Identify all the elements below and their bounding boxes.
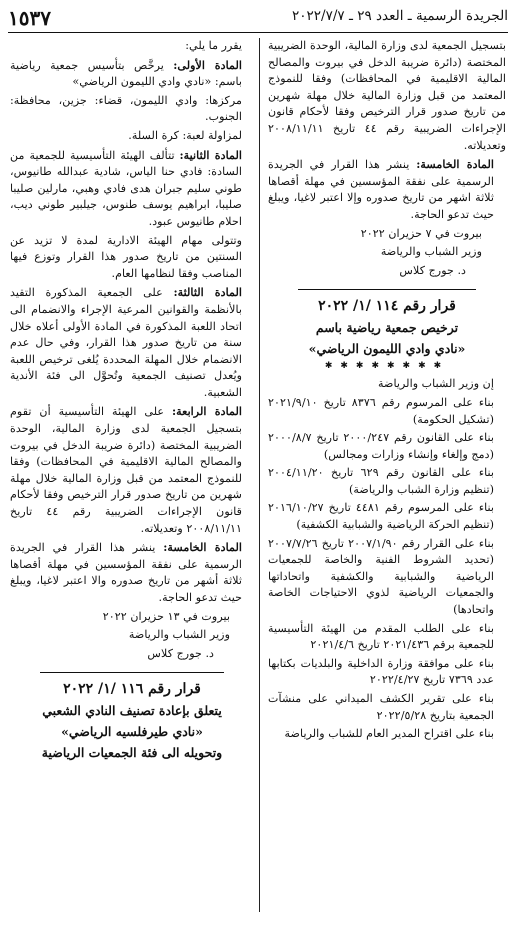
article-label: المادة الأولى: — [173, 57, 242, 72]
minister-name: د. جورج كلاس — [147, 646, 214, 660]
decision-subtitle-name: «نادي وادي الليمون الرياضي» — [308, 341, 466, 357]
decision-subtitle-name: «نادي طيرفلسيه الرياضي» — [61, 724, 203, 740]
article-2 — [10, 147, 254, 231]
article-text: تتألف الهيئة التأسيسية للجمعية من السادة: فادي حنا الياس، شادية عبدالله طانيوس، طوني سليم جبران هدى فادي وهبي، مارلين صليبا صليبا، ابراهيم يوسف طنوس، جيلبير طوني ديب، احلام طانيوس عبود. — [10, 148, 242, 228]
intro-line: إن وزير الشباب والرياضة — [377, 377, 494, 391]
article-text: على الهيئة التأسيسية أن تقوم بتسجيل الجمعية لدى وزارة المالية، الوحدة الضريبية المختصة (دائرة ضريبة الدخل في بيروت والمصالح المالية الاقليمية في المحافظات) وفقا للنموذج المعتمد من قبل وزارة المالية خلال مهلة شهرين من تاريخ صدور قرار الترخيص وفقا لأحكام قانون الإجراءات الضريبية رقم ٤٤ تاريخ ٢٠٠٨/١١/١١ وتعديلاته. — [10, 405, 242, 535]
article-label: المادة الخامسة: — [163, 540, 242, 555]
headquarters: مركزها: وادي الليمون، قضاء: جزين، محافظة: الجنوب. — [10, 93, 242, 124]
article-text: يرخَّص بتأسيس جمعية رياضية باسم: «نادي وادي الليمون الرياضي» — [10, 58, 242, 89]
recital: بناء على القرار رقم ٢٠٠٧/١/٩٠ تاريخ ٢٠٠٧/٧/٢٦ (تحديد الشروط الفنية والخاصة للجمعيات الرياضية والشبابية والكشفية واتحاداتها والجمعيات الرياضية لذوي الاحتياجات الخاصة واتحادها) — [268, 536, 494, 617]
recital: بناء على تقرير الكشف الميداني على منشآت الجمعية بتاريخ ٢٠٢٢/٥/٢٨ — [268, 692, 494, 722]
article-1 — [10, 57, 254, 91]
ornament: ✱✱✱✱✱✱✱✱ — [324, 361, 450, 372]
section-separator — [298, 289, 476, 290]
signature-date: بيروت في ٧ حزيران ٢٠٢٢ — [360, 226, 482, 240]
paragraph: وتتولى مهام الهيئة الادارية لمدة لا تزيد عن السنتين من تاريخ صدور هذا القرار وتوزع فيها المناصب وفقا لنظامها العام. — [10, 233, 242, 280]
decision-title: قرار رقم ١١٦ /١/ ٢٠٢٢ — [63, 681, 201, 698]
minister-title: وزير الشباب والرياضة — [128, 628, 230, 642]
recital: بناء على المرسوم رقم ٤٤٨١ تاريخ ٢٠١٦/١٠/٢٧ (تنظيم الحركة الرياضية والشبابية الكشفية) — [268, 501, 494, 532]
recital: بناء على اقتراح المدير العام للشباب والرياضة — [284, 727, 494, 741]
column-divider — [259, 38, 260, 912]
article-label: المادة الثانية: — [179, 147, 242, 162]
article-5 — [10, 539, 254, 606]
article-text: ينشر هذا القرار في الجريدة الرسمية على نفقة المؤسسين في مهلة أقصاها ثلاثة أشهر من تاريخ صدوره والا اعتبر لاغيا، ويبلغ حيث تدعو الحاجة. — [10, 541, 242, 604]
left-column — [10, 38, 254, 764]
header-rule — [8, 32, 508, 33]
decision-title: قرار رقم ١١٤ /١/ ٢٠٢٢ — [318, 298, 456, 315]
page-number: ١٥٣٧ — [8, 6, 51, 30]
decision-subtitle: وتحويله الى فئة الجمعيات الرياضية — [41, 745, 223, 761]
article-5 — [268, 156, 506, 223]
article-label: المادة الخامسة: — [416, 157, 494, 172]
right-column — [268, 38, 506, 745]
recital: بناء على المرسوم رقم ٨٣٧٦ تاريخ ٢٠٢١/٩/١٠ (تشكيل الحكومة) — [268, 395, 494, 426]
recital: بناء على الطلب المقدم من الهيئة التأسيسية للجمعية برقم ٢٠٢١/٤٣٦ تاريخ ٢٠٢١/٤/٦ — [268, 621, 494, 652]
decides-line: يقرر ما يلي: — [185, 39, 242, 52]
gazette-title: الجريدة الرسمية ـ العدد ٢٩ ـ ٢٠٢٢/٧/٧ — [292, 8, 508, 24]
section-separator — [40, 672, 224, 673]
minister-title: وزير الشباب والرياضة — [380, 245, 482, 259]
recital: بناء على القانون رقم ٦٢٩ تاريخ ٢٠٠٤/١١/٢٠ (تنظيم وزارة الشباب والرياضة) — [268, 466, 495, 496]
article-4 — [10, 403, 254, 537]
sport-type: لمزاولة لعبة: كرة السلة. — [128, 128, 242, 142]
paragraph: بتسجيل الجمعية لدى وزارة المالية، الوحدة الضريبية المختصة (دائرة ضريبة الدخل في بيروت والمصالح المالية الاقليمية في المحافظات) وفقا للنموذج المعتمد من قبل وزارة المالية خلال مهلة شهرين من تاريخ صدور قرار الترخيص وفقا لأحكام قانون الإجراءات الضريبية رقم ٤٤ تاريخ ٢٠٠٨/١١/١١ وتعديلاته. — [268, 39, 506, 152]
recital: بناء على موافقة وزارة الداخلية والبلديات بكتابها عدد ٧٣٦٩ تاريخ ٢٠٢٢/٤/٢٧ — [268, 656, 494, 687]
page-header — [8, 6, 508, 30]
article-label: المادة الثالثة: — [173, 285, 242, 300]
article-label: المادة الرابعة: — [172, 404, 242, 419]
article-text: على الجمعية المذكورة التقيد بالأنظمة والقوانين المرعية الإجراء والانضمام الى اتحاد اللعبة المذكورة في المادة الأولى أعلاه خلال سنة من تاريخ صدور هذا القرار، وفي حال عدم الانضمام خلال المهلة المحددة يُلغى ترخيص اللعبة ويُعدل تصنيف الجمعية وتُحوَّل الى فئة الأندية الشعبية. — [10, 286, 242, 399]
minister-name: د. جورج كلاس — [399, 263, 466, 277]
signature-date: بيروت في ١٣ حزيران ٢٠٢٢ — [102, 609, 230, 623]
article-text: ينشر هذا القرار في الجريدة الرسمية على نفقة المؤسسين في مهلة أقصاها ثلاثة اشهر من تاريخ صدوره وإلا اعتبر لاغيا، ويبلغ حيث تدعو الحاجة. — [268, 158, 494, 221]
decision-subtitle: يتعلق بإعادة تصنيف النادي الشعبي — [42, 703, 222, 719]
recital: بناء على القانون رقم ٢٠٠٠/٢٤٧ تاريخ ٢٠٠٠/٨/٧ (دمج وإلغاء وإنشاء وزارات ومجالس) — [268, 431, 494, 461]
article-3 — [10, 284, 254, 401]
decision-subtitle: ترخيص جمعية رياضية باسم — [315, 320, 459, 336]
